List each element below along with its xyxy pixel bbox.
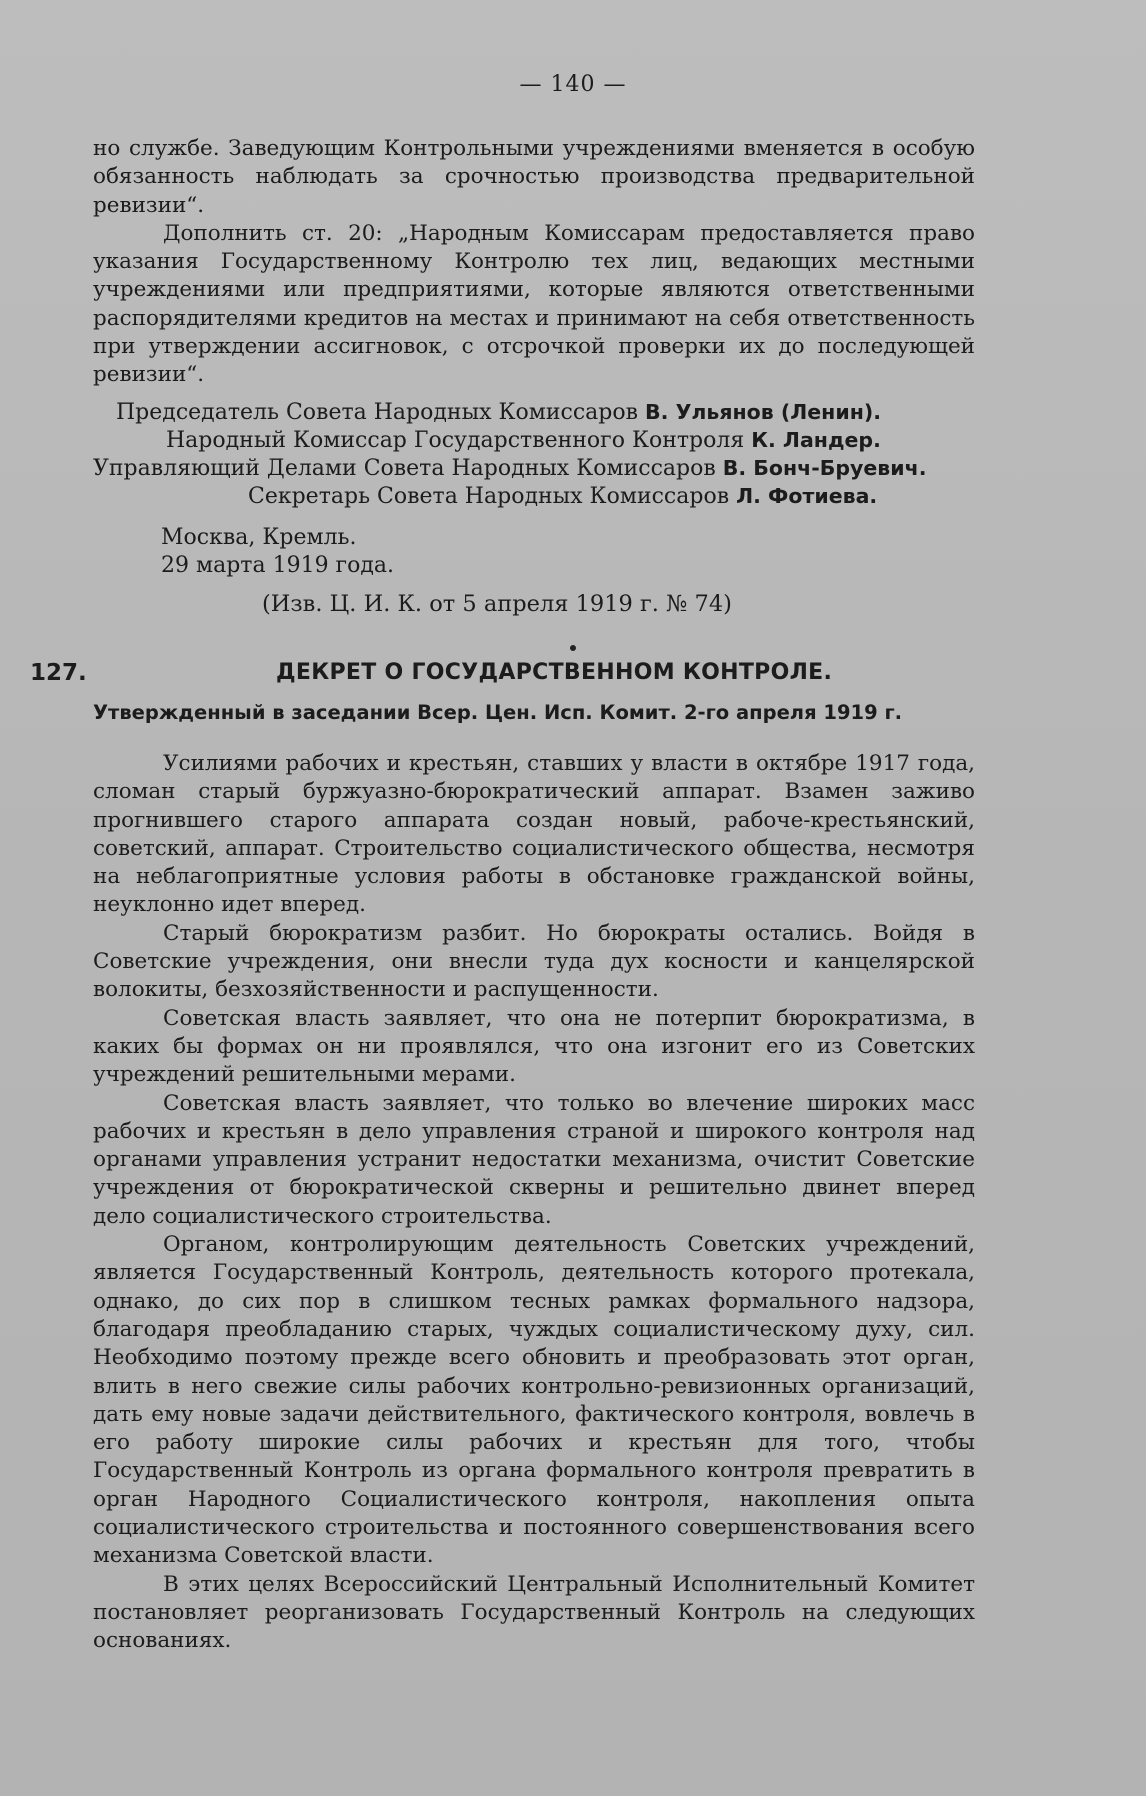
intro-paragraph: Дополнить ст. 20: „Народным Комиссарам предоставляется право указания Государственному Контролю тех лиц, ведающих местными учреждениями или предприятиями, которые являются ответственными распорядителями кредитов на местах и принимают на себя ответственность при утверждении ассигновок, с отсрочкой проверки их до последующей ревизии“. <box>93 220 975 388</box>
signature-name: В. Ульянов (Ленин). <box>645 400 882 424</box>
decree-paragraph: Органом, контролирующим деятельность Советских учреждений, является Государственный Контроль, деятельность которого протекала, однако, до сих пор в слишком тесных рамках формального надзора, благодаря преобладанию старых, чуждых социалистическому духу, сил. Необходимо поэтому прежде всего обновить и преобразовать этот орган, влить в него свежие силы рабочих контрольно-ревизионных организаций, дать ему новые задачи действительного, фактического контроля, вовлечь в его работу широкие силы рабочих и крестьян для того, чтобы Государственный Контроль из органа формального контроля превратить в орган Народного Социалистического контроля, накопления опыта социалистического строительства и постоянного совершенствования всего механизма Советской власти. <box>93 1232 975 1569</box>
source-citation: (Изв. Ц. И. К. от 5 апреля 1919 г. № 74) <box>262 591 732 617</box>
date: 29 марта 1919 года. <box>161 553 394 578</box>
decree-paragraph: В этих целях Всероссийский Центральный Исполнительный Комитет постановляет реорганизовать Государственный Контроль на следующих основаниях. <box>93 1571 975 1654</box>
decree-number: 127. <box>30 660 87 686</box>
decree-paragraph: Усилиями рабочих и крестьян, ставших у власти в октябре 1917 года, сломан старый буржуазно-бюрократический аппарат. Взамен заживо прогнившего старого аппарата создан новый, рабоче-крестьянский, советский, аппарат. Строительство социалистического общества, несмотря на неблагоприятные условия работы в обстановке гражданской войны, неуклонно идет вперед. <box>93 751 975 918</box>
signature-name: К. Ландер. <box>751 428 881 452</box>
signature-name: В. Бонч-Бруевич. <box>722 456 927 480</box>
signature-role: Управляющий Делами Совета Народных Комиссаров <box>93 456 716 481</box>
place: Москва, Кремль. <box>161 525 357 550</box>
page-number: — 140 — <box>519 72 627 97</box>
signature-name: Л. Фотиева. <box>736 484 878 508</box>
signature-role: Народный Комиссар Государственного Контроля <box>166 428 745 453</box>
signature-line <box>116 398 881 427</box>
signature-line <box>166 426 881 455</box>
signature-line <box>248 482 877 511</box>
intro-text <box>93 135 975 390</box>
signature-line <box>93 454 927 483</box>
decree-paragraph: Советская власть заявляет, что только во влечение широких масс рабочих и крестьян в дело управления страной и широкого контроля над органами управления устранит недостатки механизма, очистит Советские учреждения от бюрократической скверны и решительно двинет вперед дело социалистического строительства. <box>93 1090 975 1229</box>
signature-role: Секретарь Совета Народных Комиссаров <box>248 484 730 509</box>
decree-paragraph: Старый бюрократизм разбит. Но бюрократы остались. Войдя в Советские учреждения, они внесли туда дух косности и канцелярской волокиты, безхозяйственности и распущенности. <box>93 920 975 1003</box>
decree-title: ДЕКРЕТ О ГОСУДАРСТВЕННОМ КОНТРОЛЕ. <box>276 660 833 685</box>
separator-dot <box>570 645 576 651</box>
decree-body <box>93 750 975 1656</box>
signature-role: Председатель Совета Народных Комиссаров <box>116 400 639 425</box>
decree-paragraph: Советская власть заявляет, что она не потерпит бюрократизма, в каких бы формах он ни проявлялся, что она изгонит его из Советских учреждений решительными мерами. <box>93 1005 975 1088</box>
decree-subtitle: Утвержденный в заседании Всер. Цен. Исп. Комит. 2-го апреля 1919 г. <box>93 701 903 724</box>
intro-paragraph: но службе. Заведующим Контрольными учреждениями вменяется в особую обязанность наблюдать за срочностью производства предварительной ревизии“. <box>93 136 975 218</box>
